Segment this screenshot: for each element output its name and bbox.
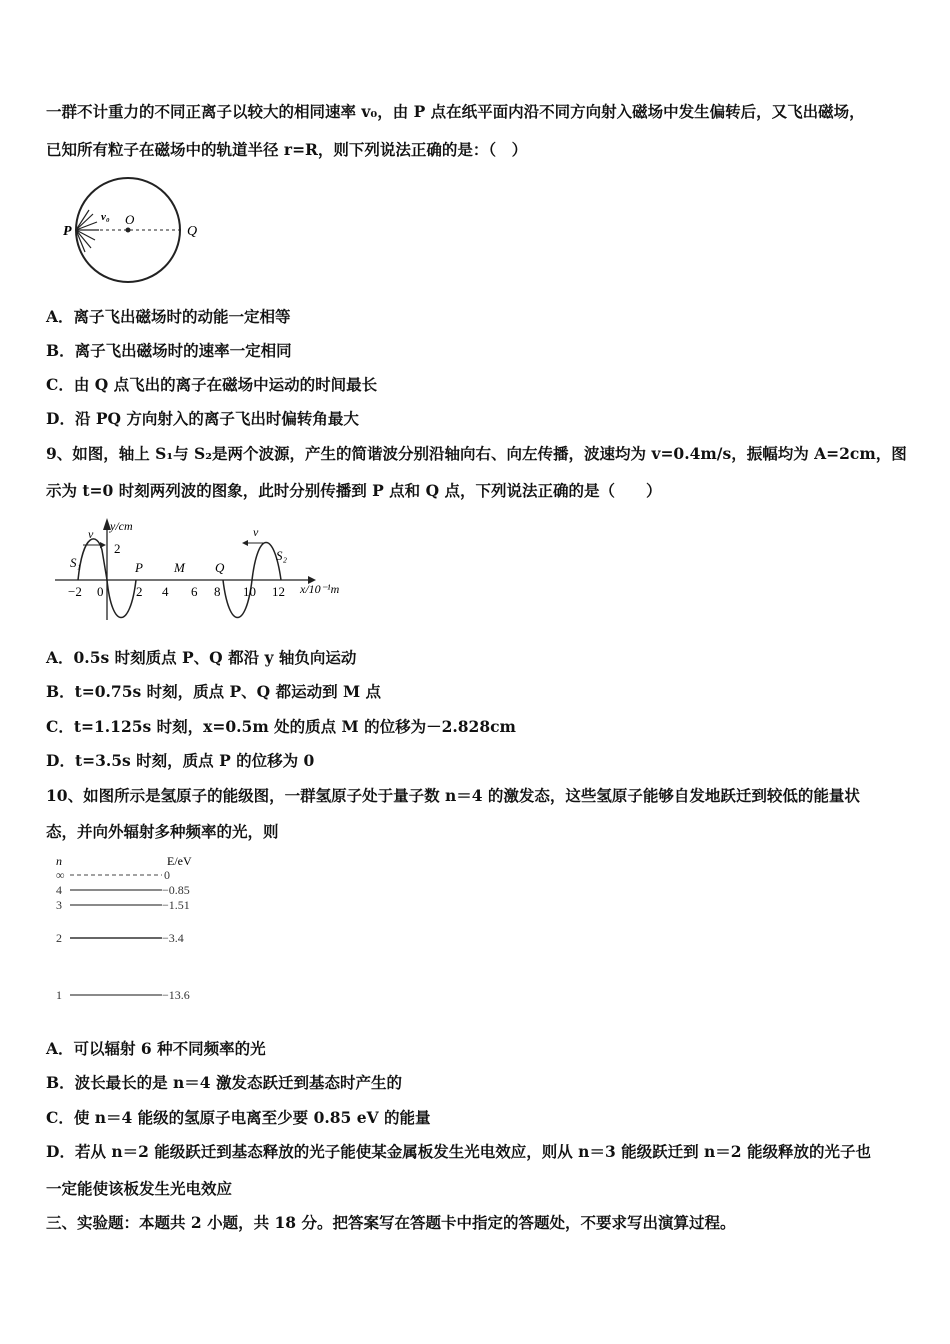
tick: 10	[243, 584, 256, 599]
q10-stem-line2: 态，并向外辐射多种频率的光，则	[46, 822, 279, 841]
q9-option-b: B．t=0.75s 时刻，质点 P、Q 都运动到 M 点	[46, 682, 382, 701]
level-e: −1.51	[162, 898, 190, 912]
e-label: E/eV	[167, 854, 192, 868]
q10-option-d-cont: 一定能使该板发生光电效应	[46, 1179, 233, 1198]
label-o: O	[125, 212, 135, 227]
label-v0: v₀	[101, 211, 110, 223]
label-s1: S₁	[70, 555, 82, 570]
tick: 12	[272, 584, 285, 599]
level-e: −0.85	[162, 883, 190, 897]
q9-stem-line2: 示为 t=0 时刻两列波的图象，此时分别传播到 P 点和 Q 点，下列说法正确的是（ ）	[46, 481, 662, 500]
label-p: P	[63, 224, 72, 239]
tick: 8	[214, 584, 221, 599]
q10-option-d: D．若从 n＝2 能级跃迁到基态释放的光子能使某金属板发生光电效应，则从 n＝3 能级跃迁到 n＝2 能级释放的光子也	[46, 1142, 871, 1161]
tick: 0	[97, 584, 104, 599]
q8-option-b: B．离子飞出磁场时的速率一定相同	[46, 341, 292, 360]
label-q: Q	[187, 224, 198, 239]
amp-label: 2	[114, 541, 121, 556]
q9-option-d: D．t=3.5s 时刻，质点 P 的位移为 0	[46, 751, 315, 770]
tick: 6	[191, 584, 198, 599]
q10-stem-line1: 10、如图所示是氢原子的能级图，一群氢原子处于量子数 n＝4 的激发态，这些氢原子能够自发地跃迁到较低的能量状	[46, 786, 860, 805]
tick: 2	[136, 584, 143, 599]
label-q: Q	[215, 560, 225, 575]
arrowhead	[100, 542, 106, 548]
n-label: n	[56, 854, 62, 868]
q9-stem-line1: 9、如图，轴上 S₁与 S₂是两个波源，产生的简谐波分别沿轴向右、向左传播，波速均为 v=0.4m/s，振幅均为 A=2cm，图	[46, 444, 907, 463]
wave-graph-figure	[50, 512, 360, 622]
label-v-right: v	[253, 525, 259, 539]
q8-option-a: A．离子飞出磁场时的动能一定相等	[46, 307, 291, 326]
label-v-left: v	[88, 527, 94, 541]
level-e: 0	[164, 868, 170, 882]
label-s2: S₂	[276, 548, 288, 563]
level-n: ∞	[56, 868, 65, 882]
q10-option-b: B．波长最长的是 n＝4 激发态跃迁到基态时产生的	[46, 1073, 402, 1092]
q10-option-c: C．使 n＝4 能级的氢原子电离至少要 0.85 eV 的能量	[46, 1108, 431, 1127]
q8-option-c: C．由 Q 点飞出的离子在磁场中运动的时间最长	[46, 375, 378, 394]
level-e: −3.4	[162, 931, 184, 945]
center-point	[126, 228, 131, 233]
q8-option-d: D．沿 PQ 方向射入的离子飞出时偏转角最大	[46, 409, 359, 428]
magnetic-field-circle-figure	[45, 170, 220, 288]
tick: −2	[68, 584, 82, 599]
arrowhead	[242, 540, 248, 546]
section3-heading: 三、实验题：本题共 2 小题，共 18 分。把答案写在答题卡中指定的答题处，不要求写出演算过程。	[46, 1213, 736, 1232]
q10-option-a: A．可以辐射 6 种不同频率的光	[46, 1039, 266, 1058]
energy-level-diagram	[50, 852, 220, 1007]
label-p: P	[135, 560, 143, 575]
q8-stem-line1: 一群不计重力的不同正离子以较大的相同速率 v₀，由 P 点在纸平面内沿不同方向射入磁场中发生偏转后，又飞出磁场，	[46, 102, 865, 121]
q8-stem-line2: 已知所有粒子在磁场中的轨道半径 r=R，则下列说法正确的是：（ ）	[46, 140, 528, 159]
x-label: x/10⁻¹m	[300, 582, 340, 596]
level-e: −13.6	[162, 988, 190, 1002]
q9-option-a: A．0.5s 时刻质点 P、Q 都沿 y 轴负向运动	[46, 648, 357, 667]
q9-option-c: C．t=1.125s 时刻，x=0.5m 处的质点 M 的位移为－2.828cm	[46, 717, 516, 736]
level-n: 1	[56, 988, 62, 1002]
level-n: 3	[56, 898, 62, 912]
level-n: 2	[56, 931, 62, 945]
y-label: y/cm	[110, 519, 133, 533]
label-m: M	[174, 560, 185, 575]
tick: 4	[162, 584, 169, 599]
level-n: 4	[56, 883, 62, 897]
